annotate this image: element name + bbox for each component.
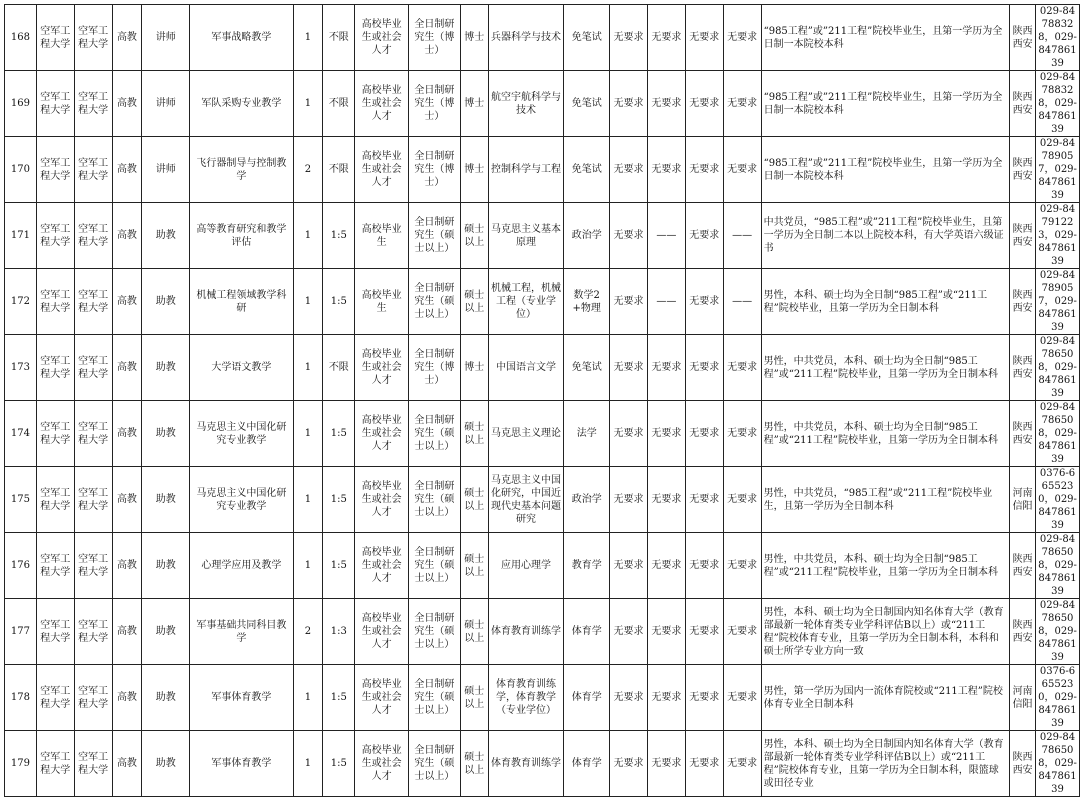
unit-cell: 空军工程大学 xyxy=(74,71,112,137)
school-cell: 空军工程大学 xyxy=(36,533,74,599)
requirement-4-cell: 无要求 xyxy=(723,665,761,731)
school-cell: 空军工程大学 xyxy=(36,599,74,665)
ratio-cell: 不限 xyxy=(323,335,355,401)
source-cell: 高校毕业生 xyxy=(355,269,409,335)
other-requirements-cell: 男性，中共党员，本科、硕士均为全日制“985工程”或“211工程”院校毕业，且第一学历为全日制本科 xyxy=(761,533,1010,599)
other-requirements-cell: “985工程”或”211工程”院校毕业生，且第一学历为全日制一本院校本科 xyxy=(761,71,1010,137)
degree-cell: 硕士以上 xyxy=(460,269,488,335)
row-number: 174 xyxy=(5,401,37,467)
unit-cell: 空军工程大学 xyxy=(74,335,112,401)
requirement-1-cell: 无要求 xyxy=(610,533,648,599)
location-cell: 河南信阳 xyxy=(1010,467,1036,533)
degree-cell: 硕士以上 xyxy=(460,203,488,269)
requirement-2-cell: 无要求 xyxy=(647,533,685,599)
quota-cell: 1 xyxy=(293,71,323,137)
degree-cell: 硕士以上 xyxy=(460,467,488,533)
category-cell: 高教 xyxy=(112,269,142,335)
major-cell: 马克思主义理论 xyxy=(488,401,564,467)
rank-cell: 助教 xyxy=(142,599,190,665)
education-cell: 全日制研究生（硕士以上） xyxy=(408,533,460,599)
position-cell: 机械工程领域教学科研 xyxy=(190,269,293,335)
category-cell: 高教 xyxy=(112,599,142,665)
source-cell: 高校毕业生或社会人才 xyxy=(355,71,409,137)
unit-cell: 空军工程大学 xyxy=(74,467,112,533)
requirement-4-cell: —— xyxy=(723,269,761,335)
education-cell: 全日制研究生（博士） xyxy=(408,137,460,203)
other-requirements-cell: 男性，本科、硕士均为全日制国内知名体育大学（教育部最新一轮体育类专业学科评估B以上）或“211工程”院校体育专业，且第一学历为全日制本科，限篮球或田径专业 xyxy=(761,731,1010,797)
quota-cell: 1 xyxy=(293,203,323,269)
table-row xyxy=(5,335,1080,401)
requirement-1-cell: 无要求 xyxy=(610,269,648,335)
location-cell: 陕西西安 xyxy=(1010,269,1036,335)
requirement-4-cell: 无要求 xyxy=(723,401,761,467)
source-cell: 高校毕业生或社会人才 xyxy=(355,401,409,467)
requirement-4-cell: 无要求 xyxy=(723,71,761,137)
education-cell: 全日制研究生（博士） xyxy=(408,71,460,137)
ratio-cell: 1:5 xyxy=(323,665,355,731)
requirement-4-cell: —— xyxy=(723,203,761,269)
source-cell: 高校毕业生或社会人才 xyxy=(355,467,409,533)
rank-cell: 助教 xyxy=(142,533,190,599)
other-requirements-cell: 男性，第一学历为国内一流体育院校或“211工程”院校体育专业全日制本科 xyxy=(761,665,1010,731)
unit-cell: 空军工程大学 xyxy=(74,269,112,335)
education-cell: 全日制研究生（博士） xyxy=(408,5,460,71)
recruitment-table xyxy=(4,4,1080,797)
phone-cell: 029-84789057，029-84786139 xyxy=(1036,137,1080,203)
requirement-2-cell: 无要求 xyxy=(647,401,685,467)
source-cell: 高校毕业生或社会人才 xyxy=(355,731,409,797)
degree-cell: 博士 xyxy=(460,137,488,203)
unit-cell: 空军工程大学 xyxy=(74,533,112,599)
requirement-3-cell: 无要求 xyxy=(685,533,723,599)
phone-cell: 029-84786508，029-84786139 xyxy=(1036,599,1080,665)
education-cell: 全日制研究生（硕士以上） xyxy=(408,203,460,269)
major-cell: 体育教育训练学 xyxy=(488,731,564,797)
degree-cell: 硕士以上 xyxy=(460,533,488,599)
location-cell: 陕西西安 xyxy=(1010,71,1036,137)
exam-cell: 免笔试 xyxy=(564,335,610,401)
school-cell: 空军工程大学 xyxy=(36,137,74,203)
requirement-4-cell: 无要求 xyxy=(723,335,761,401)
ratio-cell: 不限 xyxy=(323,137,355,203)
requirement-4-cell: 无要求 xyxy=(723,137,761,203)
requirement-1-cell: 无要求 xyxy=(610,203,648,269)
requirement-4-cell: 无要求 xyxy=(723,599,761,665)
location-cell: 陕西西安 xyxy=(1010,731,1036,797)
school-cell: 空军工程大学 xyxy=(36,401,74,467)
position-cell: 军事战略教学 xyxy=(190,5,293,71)
quota-cell: 2 xyxy=(293,599,323,665)
location-cell: 陕西西安 xyxy=(1010,137,1036,203)
table-row xyxy=(5,401,1080,467)
category-cell: 高教 xyxy=(112,5,142,71)
source-cell: 高校毕业生或社会人才 xyxy=(355,665,409,731)
requirement-3-cell: 无要求 xyxy=(685,137,723,203)
category-cell: 高教 xyxy=(112,71,142,137)
other-requirements-cell: “985工程”或”211工程”院校毕业生，且第一学历为全日制一本院校本科 xyxy=(761,137,1010,203)
rank-cell: 助教 xyxy=(142,269,190,335)
position-cell: 军事体育教学 xyxy=(190,665,293,731)
major-cell: 体育教育训练学 xyxy=(488,599,564,665)
major-cell: 控制科学与工程 xyxy=(488,137,564,203)
phone-cell: 029-84786508，029-84786139 xyxy=(1036,401,1080,467)
requirement-4-cell: 无要求 xyxy=(723,5,761,71)
quota-cell: 1 xyxy=(293,401,323,467)
requirement-1-cell: 无要求 xyxy=(610,467,648,533)
row-number: 177 xyxy=(5,599,37,665)
requirement-1-cell: 无要求 xyxy=(610,731,648,797)
education-cell: 全日制研究生（硕士以上） xyxy=(408,401,460,467)
phone-cell: 029-84788328，029-84786139 xyxy=(1036,71,1080,137)
school-cell: 空军工程大学 xyxy=(36,731,74,797)
other-requirements-cell: “985工程”或”211工程”院校毕业生，且第一学历为全日制一本院校本科 xyxy=(761,5,1010,71)
rank-cell: 讲师 xyxy=(142,71,190,137)
education-cell: 全日制研究生（硕士以上） xyxy=(408,599,460,665)
requirement-3-cell: 无要求 xyxy=(685,71,723,137)
row-number: 171 xyxy=(5,203,37,269)
table-row xyxy=(5,533,1080,599)
row-number: 175 xyxy=(5,467,37,533)
rank-cell: 助教 xyxy=(142,335,190,401)
source-cell: 高校毕业生 xyxy=(355,203,409,269)
ratio-cell: 1:3 xyxy=(323,599,355,665)
school-cell: 空军工程大学 xyxy=(36,665,74,731)
category-cell: 高教 xyxy=(112,401,142,467)
quota-cell: 1 xyxy=(293,533,323,599)
source-cell: 高校毕业生或社会人才 xyxy=(355,137,409,203)
requirement-2-cell: 无要求 xyxy=(647,71,685,137)
requirement-1-cell: 无要求 xyxy=(610,335,648,401)
rank-cell: 讲师 xyxy=(142,137,190,203)
education-cell: 全日制研究生（硕士以上） xyxy=(408,467,460,533)
requirement-2-cell: 无要求 xyxy=(647,731,685,797)
table-row xyxy=(5,731,1080,797)
degree-cell: 硕士以上 xyxy=(460,599,488,665)
unit-cell: 空军工程大学 xyxy=(74,731,112,797)
position-cell: 心理学应用及教学 xyxy=(190,533,293,599)
requirement-4-cell: 无要求 xyxy=(723,731,761,797)
category-cell: 高教 xyxy=(112,467,142,533)
exam-cell: 体育学 xyxy=(564,665,610,731)
phone-cell: 0376-6655230，029-84786139 xyxy=(1036,467,1080,533)
exam-cell: 免笔试 xyxy=(564,137,610,203)
major-cell: 兵器科学与技术 xyxy=(488,5,564,71)
exam-cell: 体育学 xyxy=(564,731,610,797)
exam-cell: 法学 xyxy=(564,401,610,467)
requirement-3-cell: 无要求 xyxy=(685,665,723,731)
other-requirements-cell: 中共党员，“985工程”或”211工程”院校毕业生，且第一学历为全日制二本以上院校本科，有大学英语六级证书 xyxy=(761,203,1010,269)
rank-cell: 讲师 xyxy=(142,5,190,71)
table-row xyxy=(5,665,1080,731)
education-cell: 全日制研究生（硕士以上） xyxy=(408,665,460,731)
degree-cell: 硕士以上 xyxy=(460,731,488,797)
row-number: 176 xyxy=(5,533,37,599)
rank-cell: 助教 xyxy=(142,731,190,797)
requirement-1-cell: 无要求 xyxy=(610,665,648,731)
quota-cell: 2 xyxy=(293,137,323,203)
major-cell: 中国语言文学 xyxy=(488,335,564,401)
quota-cell: 1 xyxy=(293,5,323,71)
source-cell: 高校毕业生或社会人才 xyxy=(355,335,409,401)
position-cell: 高等教育研究和教学评估 xyxy=(190,203,293,269)
requirement-2-cell: 无要求 xyxy=(647,599,685,665)
position-cell: 大学语文教学 xyxy=(190,335,293,401)
degree-cell: 硕士以上 xyxy=(460,665,488,731)
school-cell: 空军工程大学 xyxy=(36,71,74,137)
unit-cell: 空军工程大学 xyxy=(74,401,112,467)
exam-cell: 教育学 xyxy=(564,533,610,599)
rank-cell: 助教 xyxy=(142,665,190,731)
major-cell: 马克思主义中国化研究，中国近现代史基本问题研究 xyxy=(488,467,564,533)
row-number: 178 xyxy=(5,665,37,731)
position-cell: 军队采购专业教学 xyxy=(190,71,293,137)
phone-cell: 029-84788328，029-84786139 xyxy=(1036,5,1080,71)
rank-cell: 助教 xyxy=(142,467,190,533)
row-number: 172 xyxy=(5,269,37,335)
row-number: 173 xyxy=(5,335,37,401)
requirement-3-cell: 无要求 xyxy=(685,599,723,665)
other-requirements-cell: 男性，本科、硕士均为全日制国内知名体育大学（教育部最新一轮体育类专业学科评估B以上）或“211工程”院校体育专业，且第一学历为全日制本科，本科和硕士所学专业方向一致 xyxy=(761,599,1010,665)
other-requirements-cell: 男性，中共党员，本科、硕士均为全日制“985工程”或“211工程”院校毕业，且第一学历为全日制本科 xyxy=(761,401,1010,467)
school-cell: 空军工程大学 xyxy=(36,467,74,533)
requirement-2-cell: 无要求 xyxy=(647,467,685,533)
ratio-cell: 1:5 xyxy=(323,203,355,269)
other-requirements-cell: 男性，本科、硕士均为全日制“985工程”或“211工程”院校毕业，且第一学历为全日制本科 xyxy=(761,269,1010,335)
degree-cell: 博士 xyxy=(460,5,488,71)
position-cell: 飞行器制导与控制教学 xyxy=(190,137,293,203)
school-cell: 空军工程大学 xyxy=(36,203,74,269)
phone-cell: 029-84786508，029-84786139 xyxy=(1036,533,1080,599)
education-cell: 全日制研究生（博士） xyxy=(408,335,460,401)
requirement-2-cell: 无要求 xyxy=(647,335,685,401)
requirement-2-cell: —— xyxy=(647,203,685,269)
row-number: 179 xyxy=(5,731,37,797)
education-cell: 全日制研究生（硕士以上） xyxy=(408,731,460,797)
row-number: 169 xyxy=(5,71,37,137)
other-requirements-cell: 男性，中共党员，本科、硕士均为全日制“985工程”或“211工程”院校毕业，且第一学历为全日制本科 xyxy=(761,335,1010,401)
ratio-cell: 1:5 xyxy=(323,467,355,533)
position-cell: 军事基础共同科目教学 xyxy=(190,599,293,665)
requirement-1-cell: 无要求 xyxy=(610,5,648,71)
major-cell: 航空宇航科学与技术 xyxy=(488,71,564,137)
quota-cell: 1 xyxy=(293,335,323,401)
ratio-cell: 不限 xyxy=(323,71,355,137)
category-cell: 高教 xyxy=(112,731,142,797)
degree-cell: 硕士以上 xyxy=(460,401,488,467)
category-cell: 高教 xyxy=(112,203,142,269)
phone-cell: 029-84789057，029-84786139 xyxy=(1036,269,1080,335)
unit-cell: 空军工程大学 xyxy=(74,665,112,731)
ratio-cell: 1:5 xyxy=(323,533,355,599)
rank-cell: 助教 xyxy=(142,203,190,269)
category-cell: 高教 xyxy=(112,665,142,731)
major-cell: 体育教育训练学，体育教学（专业学位） xyxy=(488,665,564,731)
category-cell: 高教 xyxy=(112,137,142,203)
phone-cell: 029-84791223，029-84786139 xyxy=(1036,203,1080,269)
degree-cell: 博士 xyxy=(460,71,488,137)
exam-cell: 数学2+物理 xyxy=(564,269,610,335)
location-cell: 河南信阳 xyxy=(1010,665,1036,731)
requirement-2-cell: 无要求 xyxy=(647,137,685,203)
education-cell: 全日制研究生（硕士以上） xyxy=(408,269,460,335)
unit-cell: 空军工程大学 xyxy=(74,137,112,203)
exam-cell: 免笔试 xyxy=(564,5,610,71)
source-cell: 高校毕业生或社会人才 xyxy=(355,599,409,665)
row-number: 168 xyxy=(5,5,37,71)
requirement-1-cell: 无要求 xyxy=(610,137,648,203)
requirement-2-cell: 无要求 xyxy=(647,5,685,71)
rank-cell: 助教 xyxy=(142,401,190,467)
unit-cell: 空军工程大学 xyxy=(74,5,112,71)
location-cell: 陕西西安 xyxy=(1010,335,1036,401)
quota-cell: 1 xyxy=(293,665,323,731)
ratio-cell: 1:5 xyxy=(323,269,355,335)
position-cell: 马克思主义中国化研究专业教学 xyxy=(190,401,293,467)
school-cell: 空军工程大学 xyxy=(36,5,74,71)
table-row xyxy=(5,599,1080,665)
table-row xyxy=(5,467,1080,533)
exam-cell: 体育学 xyxy=(564,599,610,665)
requirement-2-cell: 无要求 xyxy=(647,665,685,731)
source-cell: 高校毕业生或社会人才 xyxy=(355,5,409,71)
location-cell: 陕西西安 xyxy=(1010,203,1036,269)
table-row xyxy=(5,71,1080,137)
other-requirements-cell: 男性，中共党员，“985工程”或”211工程”院校毕业生，且第一学历为全日制本科 xyxy=(761,467,1010,533)
major-cell: 马克思主义基本原理 xyxy=(488,203,564,269)
requirement-1-cell: 无要求 xyxy=(610,599,648,665)
requirement-3-cell: 无要求 xyxy=(685,269,723,335)
position-cell: 马克思主义中国化研究专业教学 xyxy=(190,467,293,533)
requirement-1-cell: 无要求 xyxy=(610,401,648,467)
row-number: 170 xyxy=(5,137,37,203)
position-cell: 军事体育教学 xyxy=(190,731,293,797)
table-row xyxy=(5,137,1080,203)
ratio-cell: 1:5 xyxy=(323,401,355,467)
phone-cell: 0376-6655230，029-84786139 xyxy=(1036,665,1080,731)
requirement-3-cell: 无要求 xyxy=(685,5,723,71)
requirement-4-cell: 无要求 xyxy=(723,467,761,533)
quota-cell: 1 xyxy=(293,467,323,533)
requirement-1-cell: 无要求 xyxy=(610,71,648,137)
table-row xyxy=(5,203,1080,269)
unit-cell: 空军工程大学 xyxy=(74,599,112,665)
requirement-4-cell: 无要求 xyxy=(723,533,761,599)
requirement-2-cell: —— xyxy=(647,269,685,335)
category-cell: 高教 xyxy=(112,335,142,401)
source-cell: 高校毕业生或社会人才 xyxy=(355,533,409,599)
ratio-cell: 不限 xyxy=(323,5,355,71)
exam-cell: 政治学 xyxy=(564,467,610,533)
major-cell: 机械工程，机械工程（专业学位） xyxy=(488,269,564,335)
quota-cell: 1 xyxy=(293,269,323,335)
location-cell: 陕西西安 xyxy=(1010,401,1036,467)
requirement-3-cell: 无要求 xyxy=(685,731,723,797)
school-cell: 空军工程大学 xyxy=(36,335,74,401)
table-row xyxy=(5,5,1080,71)
ratio-cell: 1:5 xyxy=(323,731,355,797)
location-cell: 陕西西安 xyxy=(1010,533,1036,599)
school-cell: 空军工程大学 xyxy=(36,269,74,335)
exam-cell: 政治学 xyxy=(564,203,610,269)
requirement-3-cell: 无要求 xyxy=(685,467,723,533)
category-cell: 高教 xyxy=(112,533,142,599)
requirement-3-cell: 无要求 xyxy=(685,401,723,467)
phone-cell: 029-84786508，029-84786139 xyxy=(1036,335,1080,401)
degree-cell: 博士 xyxy=(460,335,488,401)
phone-cell: 029-84786508，029-84786139 xyxy=(1036,731,1080,797)
location-cell: 陕西西安 xyxy=(1010,599,1036,665)
requirement-3-cell: 无要求 xyxy=(685,335,723,401)
exam-cell: 免笔试 xyxy=(564,71,610,137)
quota-cell: 1 xyxy=(293,731,323,797)
major-cell: 应用心理学 xyxy=(488,533,564,599)
unit-cell: 空军工程大学 xyxy=(74,203,112,269)
location-cell: 陕西西安 xyxy=(1010,5,1036,71)
table-row xyxy=(5,269,1080,335)
requirement-3-cell: 无要求 xyxy=(685,203,723,269)
